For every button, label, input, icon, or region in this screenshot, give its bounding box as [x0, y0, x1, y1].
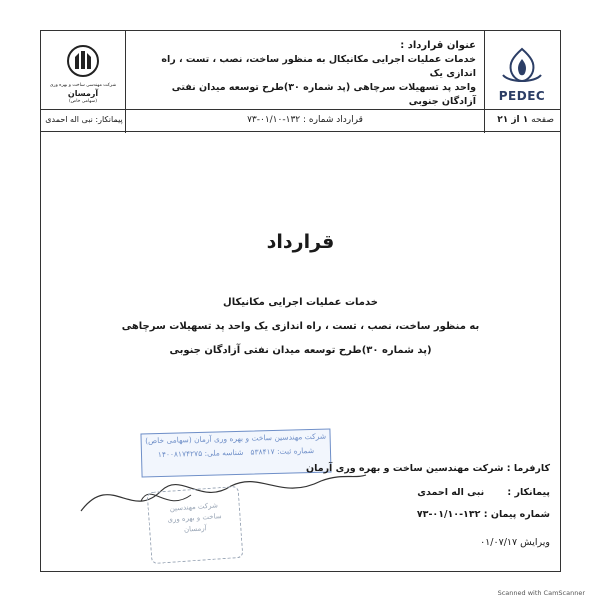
- page-indicator: [484, 109, 554, 131]
- document-header: [41, 31, 560, 133]
- contract-no: ۱۳۲-۰۱/۱۰-۷۳: [416, 509, 481, 520]
- pedec-flame-icon: [495, 45, 549, 85]
- header-title-label: عنوان قرارداد :: [400, 40, 476, 51]
- armsan-sub-line2: (سهامی خاص): [69, 99, 97, 104]
- stamp-national-id: شناسه ملی: ۱۴۰۰۸۱۷۴۲۷۵: [157, 447, 244, 460]
- armsan-sub-line1: شرکت مهندسی ساخت و بهره وری: [49, 83, 117, 88]
- subject-line1: خدمات عملیات اجرایی مکانیکال: [223, 297, 378, 308]
- header-contract-number: قرارداد شماره : ۱۳۲-۰۱/۱۰-۷۳: [247, 115, 363, 125]
- page-label: صفحه: [531, 115, 554, 125]
- armsan-name: آرمسان: [67, 89, 99, 98]
- seal-line2: ساخت و بهره وری: [167, 512, 222, 524]
- header-title-line2: واحد پد تسهیلات سرچاهی (پد شماره ۳۰)طرح توسعه میدان نفتی آزادگان جنوبی: [171, 82, 476, 107]
- contractor-name: نبی اله احمدی: [417, 487, 485, 498]
- stamp-reg-number: شماره ثبت: ۵۳۸۴۱۷: [250, 445, 315, 457]
- header-bottom-border: [41, 131, 560, 132]
- header-title-block: [136, 39, 476, 109]
- header-title-line1: خدمات عملیات اجرایی مکانیکال به منظور ساخت، نصب ، تست ، راه اندازی یک: [161, 54, 476, 79]
- contractor-line: [417, 487, 550, 498]
- company-seal: [147, 486, 244, 564]
- stamp-company: شرکت مهندسین ساخت و بهره وری آرمان (سهامی خاص): [145, 431, 327, 446]
- seal-line3: آرمسان: [183, 524, 207, 534]
- header-contractor: پیمانکار: نبی اله احمدی: [45, 115, 123, 124]
- scanner-watermark: Scanned with CamScanner: [497, 589, 585, 597]
- subject-line3: (پد شماره ۳۰)طرح توسعه میدان نفتی آزادگان جنوبی: [169, 345, 432, 356]
- header-left-divider: [125, 31, 126, 133]
- main-title: قرارداد: [266, 231, 335, 253]
- contractor-label: پیمانکار :: [507, 487, 550, 498]
- pedec-logo-text: PEDEC: [498, 89, 546, 103]
- contract-no-label: شماره پیمان :: [483, 509, 550, 520]
- armsan-logo: [49, 43, 117, 113]
- employer-line: کارفرما : شرکت مهندسین ساخت و بهره وری آرمان: [306, 463, 550, 474]
- page-number: ۱ از ۲۱: [497, 115, 529, 125]
- armsan-emblem-icon: [64, 43, 102, 79]
- subject-line2: به منظور ساخت، نصب ، تست ، راه اندازی یک واحد پد تسهیلات سرچاهی: [121, 321, 480, 332]
- version-line: ویرایش ۰۱/۰۷/۱۷: [480, 537, 550, 548]
- pedec-logo: [490, 45, 554, 111]
- seal-line1: شرکت مهندسین: [169, 501, 219, 513]
- contract-number-line: [417, 509, 550, 520]
- contract-page: [40, 30, 561, 572]
